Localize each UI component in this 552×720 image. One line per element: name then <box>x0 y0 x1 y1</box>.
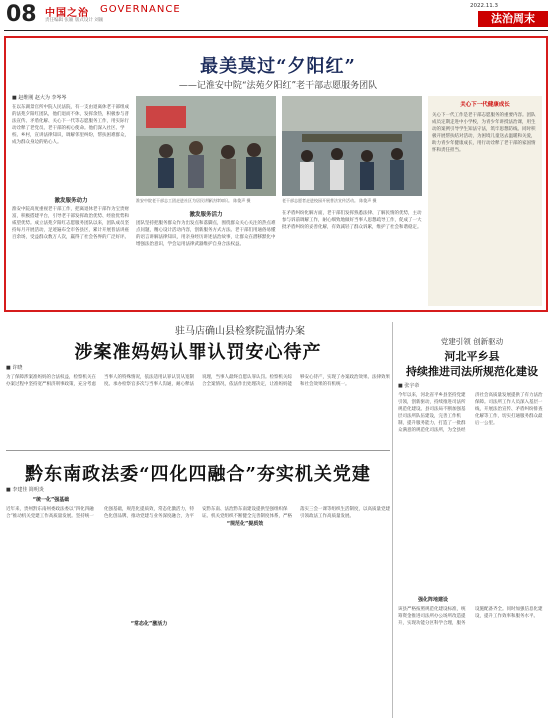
masthead <box>0 0 552 30</box>
article3-title: 黔东南政法委“四化四融合”夯实机关党建 <box>25 464 371 485</box>
article3-byline: ■ 李建佳 简明炎 <box>6 487 44 493</box>
section-name: 中国之治 <box>45 8 89 19</box>
article3-text: 近年来，贵州黔东南州委政法委以“四化四融合”推动机关党建工作高质量发展。坚持统一化强基础，规范化提质效，常态化激活力，特色化创品牌，推动党建与业务深度融合，为平安黔东南、法治黔东南建设提供坚强组织保证。机关党组织不断健全完善制度体系，严格落实三会一课等组织生活制度，以高质量党建引领政法工作高质量发展。 <box>6 507 390 519</box>
feature-section1-heading: 激发服务动力 <box>54 198 88 204</box>
page-number: 08 <box>6 2 37 27</box>
feature-sidebar <box>428 96 542 306</box>
editor-meta: 责任编辑 张颖 版式设计 刘颖 <box>45 18 104 23</box>
issue-date: 2022.11.3 <box>470 3 498 9</box>
right-article-section-heading: 强化阵地建设 <box>417 597 448 603</box>
article2-byline: ■ 许晓 <box>6 365 23 371</box>
feature-section1-text: 淮安中院高度重视老干部工作，把离退休老干部作为宝贵财富，积极搭建平台，引导老干部发挥政治优势、经验优势和威望优势。成立法苑夕阳红志愿服务团队以来，团队成员坚持每月开展活动，足迹遍布全市各县区，累计开展普法讲座百余场，受益群众数万人次，赢得了社会各界的广泛好评。 <box>12 207 129 240</box>
feature-title: 最美莫过“夕阳红” <box>200 56 356 77</box>
article2-kicker: 驻马店确山县检察院温情办案 <box>175 326 305 337</box>
column-divider <box>392 322 393 718</box>
feature-section2-text: 团队坚持把服务群众作为出发点和落脚点，围绕群众关心关注的热点难点问题，精心设计活动内容，创新服务方式方法。老干部们用通俗易懂的语言讲解法律知识，用亲身经历讲述法治故事，让群众在潜移默化中增强法治意识，学会运用法律武器维护自身合法权益。 <box>136 221 276 247</box>
right-article-text: 今年以来，河北省平乡县坚持党建引领，创新驱动，持续推进司法所规范化建设。县司法局不断加强基层司法所队伍建设，完善工作机制，提升服务能力，打造了一批群众满意的规范化司法所，为全县经济社会高质量发展提供了有力法治保障。司法所工作人员深入基层一线，开展法治宣传、矛盾纠纷排查化解等工作，切实打通服务群众最后一公里。 <box>398 393 543 433</box>
masthead-rule <box>4 30 548 31</box>
right-article-text2: 该县严格按照规范化建设标准，统筹资金推进司法所办公场所改造提升，实现功能分区科学合理，服务设施配备齐全。同时加强信息化建设，提升工作效率和服务水平。 <box>398 607 543 626</box>
article2-text: 为了保障涉案准妈妈的合法权益，检察机关在办案过程中坚持宽严相济刑事政策，充分考虑当事人的特殊情况，依法适用认罪认罚从宽制度。承办检察官多次与当事人沟通，耐心释法说理，当事人最终自愿认罪认罚。检察机关综合全案情况，依法作出处理决定，让准妈妈能够安心待产，实现了办案政治效果、法律效果和社会效果的有机统一。 <box>6 375 390 387</box>
sidebar-title: 关心下一代健康成长 <box>460 102 510 108</box>
article2-title: 涉案准妈妈认罪认罚安心待产 <box>74 342 322 363</box>
article3-section-c: “常态化”激活力 <box>130 621 168 627</box>
feature-photo-2-caption: 老干部志愿者走进校园开展普法宣传活动。 陈俊声 摄 <box>282 198 377 203</box>
feature-photo-2 <box>282 96 422 196</box>
right-article-title-line1: 河北平乡县 <box>444 350 500 363</box>
right-article-byline: ■ 张宇帝 <box>398 383 420 389</box>
article-divider <box>6 450 390 451</box>
feature-subtitle: ——记淮安中院“法苑夕阳红”老干部志愿服务团队 <box>178 81 378 91</box>
feature-intro: 在以东湖景官所中院人民法院，有一支由退离休老干部组成的法苑夕阳红团队，他们退而不休，发挥余热，积极参与普法宣传、矛盾化解、关心下一代等志愿服务工作，用实际行动诠释了老党员、老干部的初心使命。他们深入社区、学校、乡村，宣讲法律知识，调解邻里纠纷，帮扶困难群众，成为群众身边的贴心人。 <box>12 105 129 145</box>
feature-section2-heading: 激发服务活力 <box>189 212 223 218</box>
right-article-title-line2: 持续推进司法所规范化建设 <box>406 365 538 378</box>
feature-section3-text: 在矛盾纠纷化解方面，老干部们发挥熟悉法律、了解民情的优势，主动参与诉前调解工作，耐心细致地做好当事人思想疏导工作，促成了一大批矛盾纠纷的妥善化解，有效减轻了群众诉累，维护了社会和谐稳定。 <box>282 211 422 230</box>
article3-section-a: “统一化”强基础 <box>32 497 70 503</box>
section-name-en: GOVERNANCE <box>100 4 181 15</box>
sidebar-text: 关心下一代工作是老干部志愿服务的重要内容。团队成员定期走进中小学校，为青少年讲授法治课，用生动的案例引导学生知法守法，筑牢思想防线。同时积极开展帮扶结对活动，为困境儿童送去温暖和关爱，助力青少年健康成长，用行动诠释了老干部的家国情怀和责任担当。 <box>432 113 536 153</box>
feature-article <box>4 36 548 312</box>
right-article-kicker: 党建引领 创新驱动 <box>440 337 504 346</box>
feature-photo-1 <box>136 96 276 196</box>
feature-byline: ■ 赵维刚 赵大为 李岑岑 <box>12 95 67 101</box>
feature-photo-1-caption: 淮安中院老干部志工团走进社区为居民讲解法律知识。 陈俊声 摄 <box>136 198 251 203</box>
article3-section-b: “规范化”提质效 <box>226 521 264 527</box>
brand-logo: 法治周末 <box>478 11 548 27</box>
